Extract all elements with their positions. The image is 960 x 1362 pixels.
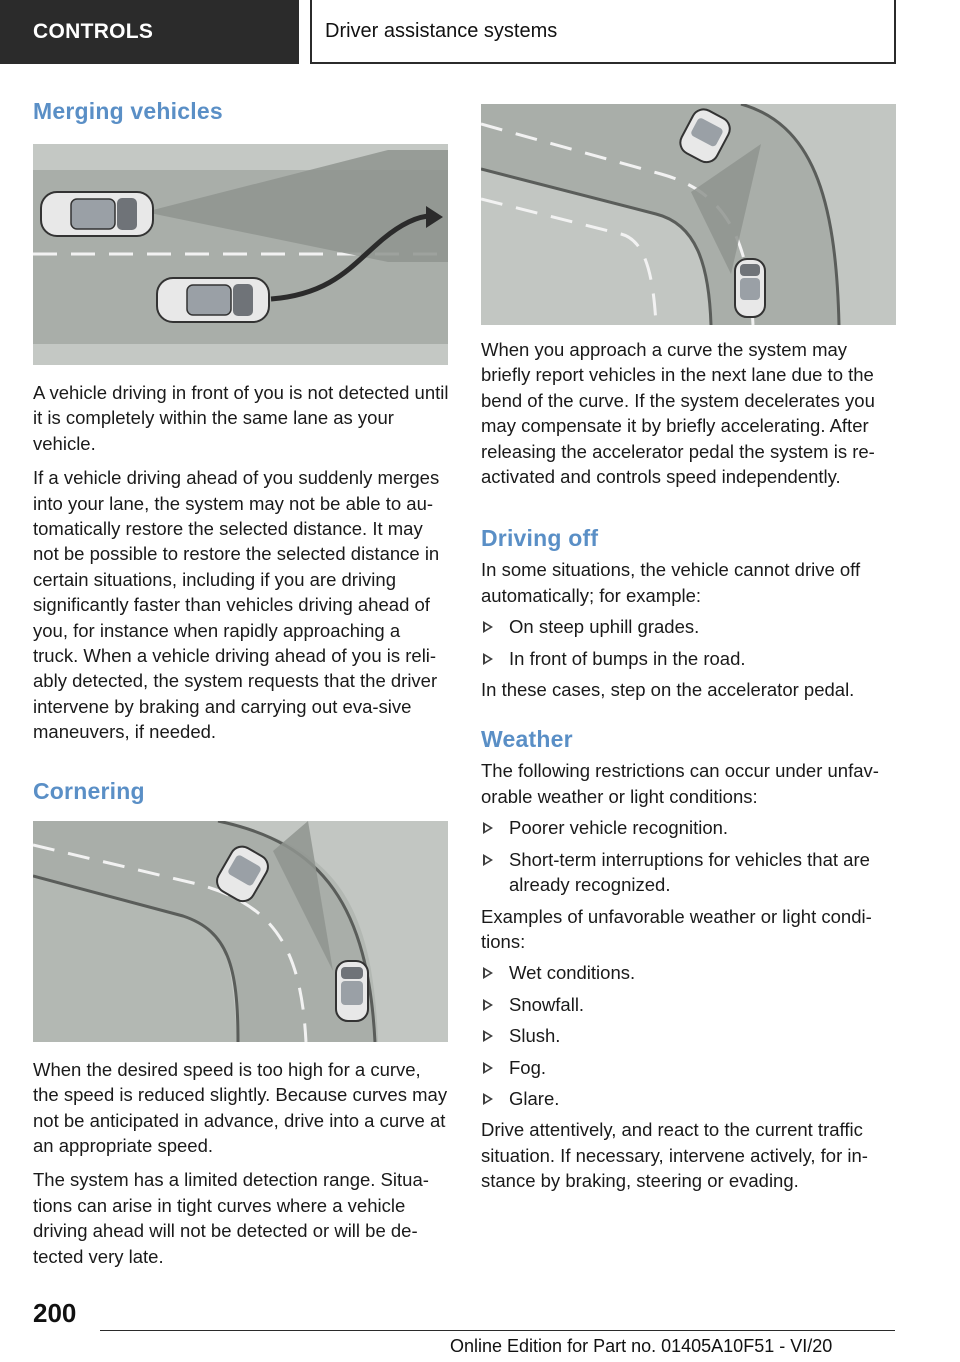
list-item: Short-term interruptions for vehicles that are already recognized.	[481, 847, 897, 898]
weather-examples-list	[481, 960, 897, 1111]
weather-closing: Drive attentively, and react to the current traffic situation. If necessary, intervene actively, for in-stance by braking, steering or evading.	[481, 1119, 868, 1192]
left-column	[33, 98, 449, 1269]
section-tab: CONTROLS	[0, 0, 299, 64]
footer-rule	[100, 1330, 895, 1331]
cornering-illustration	[33, 821, 448, 1042]
triangle-bullet-icon	[483, 653, 493, 665]
merging-paragraph-2: If a vehicle driving ahead of you suddenly merges into your lane, the system may not be able to au-tomatically restore the selected distance. It may not be possible to restore the selected distance in certain situations, including if you are driving significantly faster than vehicles driving ahead of you, for instance when rapidly approaching a truck. When a vehicle driving ahead of you is reli-ably detected, the system requests that the driver intervene by braking and carrying out eva-sive maneuvers, if needed.	[33, 467, 440, 743]
triangle-bullet-icon	[483, 822, 493, 834]
list-item: Fog.	[481, 1055, 897, 1080]
page-number: 200	[33, 1298, 77, 1328]
weather-examples-intro: Examples of unfavorable weather or light condi-tions:	[481, 905, 872, 952]
cornering-paragraph-1: When the desired speed is too high for a curve, the speed is reduced slightly. Because curves may not be anticipated in advance, drive into a curve at an appropriate speed.	[33, 1058, 448, 1156]
footer-edition: Online Edition for Part no. 01405A10F51 - VI/20	[450, 1336, 833, 1356]
list-item: Glare.	[481, 1086, 897, 1111]
list-item: Slush.	[481, 1023, 897, 1048]
merging-vehicles-illustration	[33, 144, 448, 365]
curve-lane-illustration	[481, 104, 896, 325]
driving-off-outro: In these cases, step on the accelerator pedal.	[481, 679, 855, 701]
list-item: On steep uphill grades.	[481, 614, 897, 639]
list-item: In front of bumps in the road.	[481, 646, 897, 671]
cornering-paragraph-2: The system has a limited detection range. Situa-tions can arise in tight curves where a vehicle driving ahead will not be detected or will be de-tected very late.	[33, 1169, 429, 1267]
merging-paragraph-1: A vehicle driving in front of you is not detected until it is completely within the same lane as your vehicle.	[33, 382, 449, 454]
list-item: Poorer vehicle recognition.	[481, 815, 897, 840]
triangle-bullet-icon	[483, 1093, 493, 1105]
heading-merging-vehicles: Merging vehicles	[33, 98, 223, 124]
heading-driving-off: Driving off	[481, 525, 599, 552]
right-column	[481, 104, 897, 1194]
weather-intro: The following restrictions can occur under unfav-orable weather or light conditions:	[481, 760, 879, 807]
triangle-bullet-icon	[483, 999, 493, 1011]
triangle-bullet-icon	[483, 621, 493, 633]
driving-off-list	[481, 614, 897, 671]
heading-weather: Weather	[481, 726, 573, 753]
triangle-bullet-icon	[483, 967, 493, 979]
curve-paragraph: When you approach a curve the system may briefly report vehicles in the next lane due to the bend of the curve. If the system decelerates you may compensate it by briefly accelerating. After releasing the accelerator pedal the system is re-activated and controls speed independently.	[481, 339, 875, 488]
weather-restrictions-list	[481, 815, 897, 897]
chapter-title: Driver assistance systems	[311, 0, 896, 64]
triangle-bullet-icon	[483, 1062, 493, 1074]
triangle-bullet-icon	[483, 854, 493, 866]
triangle-bullet-icon	[483, 1030, 493, 1042]
list-item: Wet conditions.	[481, 960, 897, 985]
driving-off-intro: In some situations, the vehicle cannot drive off automatically; for example:	[481, 559, 861, 606]
heading-cornering: Cornering	[33, 777, 145, 804]
list-item: Snowfall.	[481, 992, 897, 1017]
